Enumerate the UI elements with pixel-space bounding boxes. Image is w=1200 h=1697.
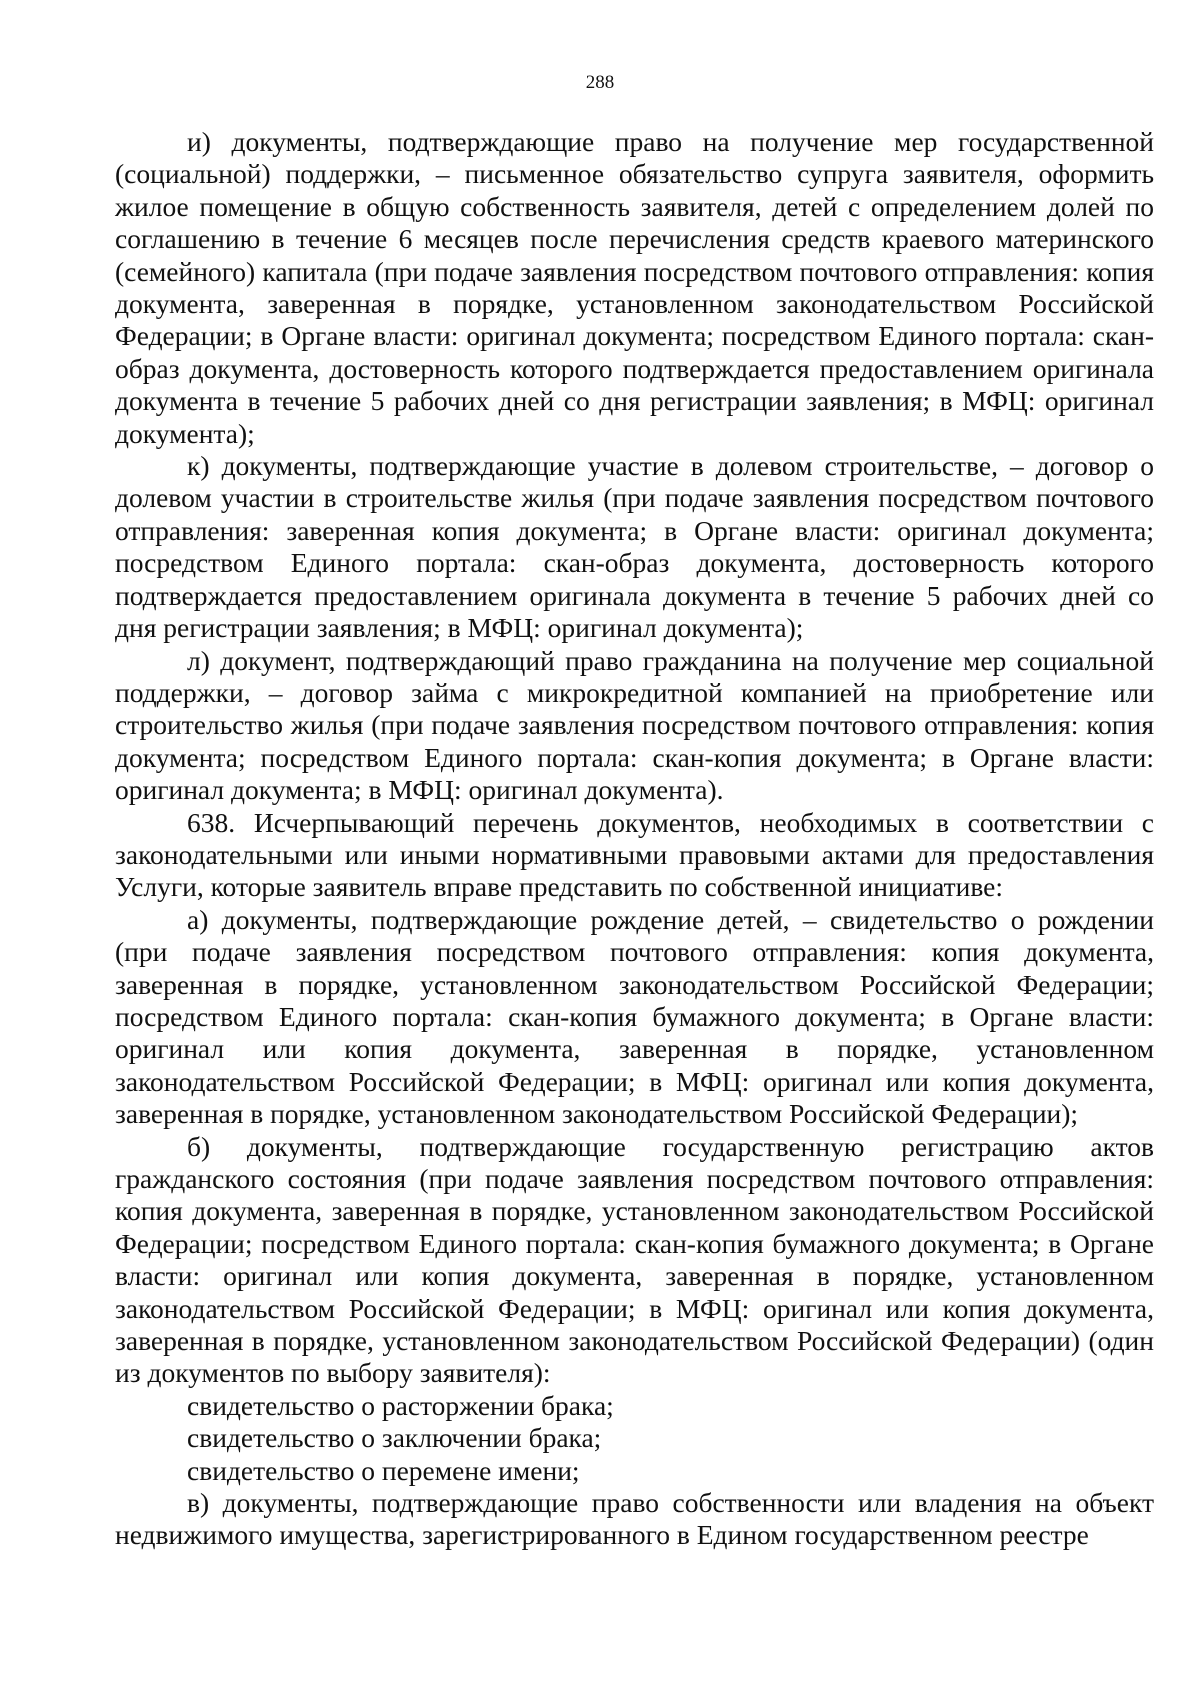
paragraph-v: в) документы, подтверждающие право собственности или владения на объект недвижимого имущества, зарегистрированного в Едином государственном реестре [115, 1487, 1154, 1551]
paragraph-i: и) документы, подтверждающие право на получение мер государственной (социальной) поддержки, – письменное обязательство супруга заявителя, оформить жилое помещение в общую собственность заявителя, детей с определением долей по соглашению в течение 6 месяцев после перечисления средств краевого материнского (семейного) капитала (при подаче заявления посредством почтового отправления: копия документа, заверенная в порядке, установленном законодательством Российской Федерации; в Органе власти: оригинал документа; посредством Единого портала: скан-образ документа, достоверность которого подтверждается предоставлением оригинала документа в течение 5 рабочих дней со дня регистрации заявления; в МФЦ: оригинал документа); [115, 126, 1154, 449]
paragraph-a: а) документы, подтверждающие рождение детей, – свидетельство о рождении (при подаче заявления посредством почтового отправления: копия документа, заверенная в порядке, установленном законодательством Российской Федерации; посредством Единого портала: скан-копия бумажного документа; в Органе власти: оригинал или копия документа, заверенная в порядке, установленном законодательством Российской Федерации; в МФЦ: оригинал или копия документа, заверенная в порядке, установленном законодательством Российской Федерации); [115, 903, 1154, 1130]
list-item-divorce-certificate: свидетельство о расторжении брака; [187, 1389, 614, 1421]
paragraph-k: к) документы, подтверждающие участие в долевом строительстве, – договор о долевом участии в строительстве жилья (при подаче заявления посредством почтового отправления: заверенная копия документа; в Органе власти: оригинал документа; посредством Единого портала: скан-образ документа, достоверность которого подтверждается предоставлением оригинала документа в течение 5 рабочих дней со дня регистрации заявления; в МФЦ: оригинал документа); [115, 450, 1154, 644]
paragraph-b: б) документы, подтверждающие государственную регистрацию актов гражданского состояния (при подаче заявления посредством почтового отправления: копия документа, заверенная в порядке, установленном законодательством Российской Федерации; посредством Единого портала: скан-копия бумажного документа; в Органе власти: оригинал или копия документа, заверенная в порядке, установленном законодательством Российской Федерации; в МФЦ: оригинал или копия документа, заверенная в порядке, установленном законодательством Российской Федерации) (один из документов по выбору заявителя): [115, 1130, 1154, 1389]
paragraph-l: л) документ, подтверждающий право гражданина на получение мер социальной поддержки, – договор займа с микрокредитной компанией на приобретение или строительство жилья (при подаче заявления посредством почтового отправления: копия документа; посредством Единого портала: скан-копия документа; в Органе власти: оригинал документа; в МФЦ: оригинал документа). [115, 644, 1154, 806]
page-number: 288 [585, 72, 615, 93]
document-body [115, 126, 1154, 1552]
list-item-name-change-certificate: свидетельство о перемене имени; [187, 1454, 580, 1486]
list-item-marriage-certificate: свидетельство о заключении брака; [187, 1422, 602, 1454]
paragraph-638: 638. Исчерпывающий перечень документов, необходимых в соответствии с законодательными или иными нормативными правовыми актами для предоставления Услуги, которые заявитель вправе представить по собственной инициативе: [115, 806, 1154, 903]
